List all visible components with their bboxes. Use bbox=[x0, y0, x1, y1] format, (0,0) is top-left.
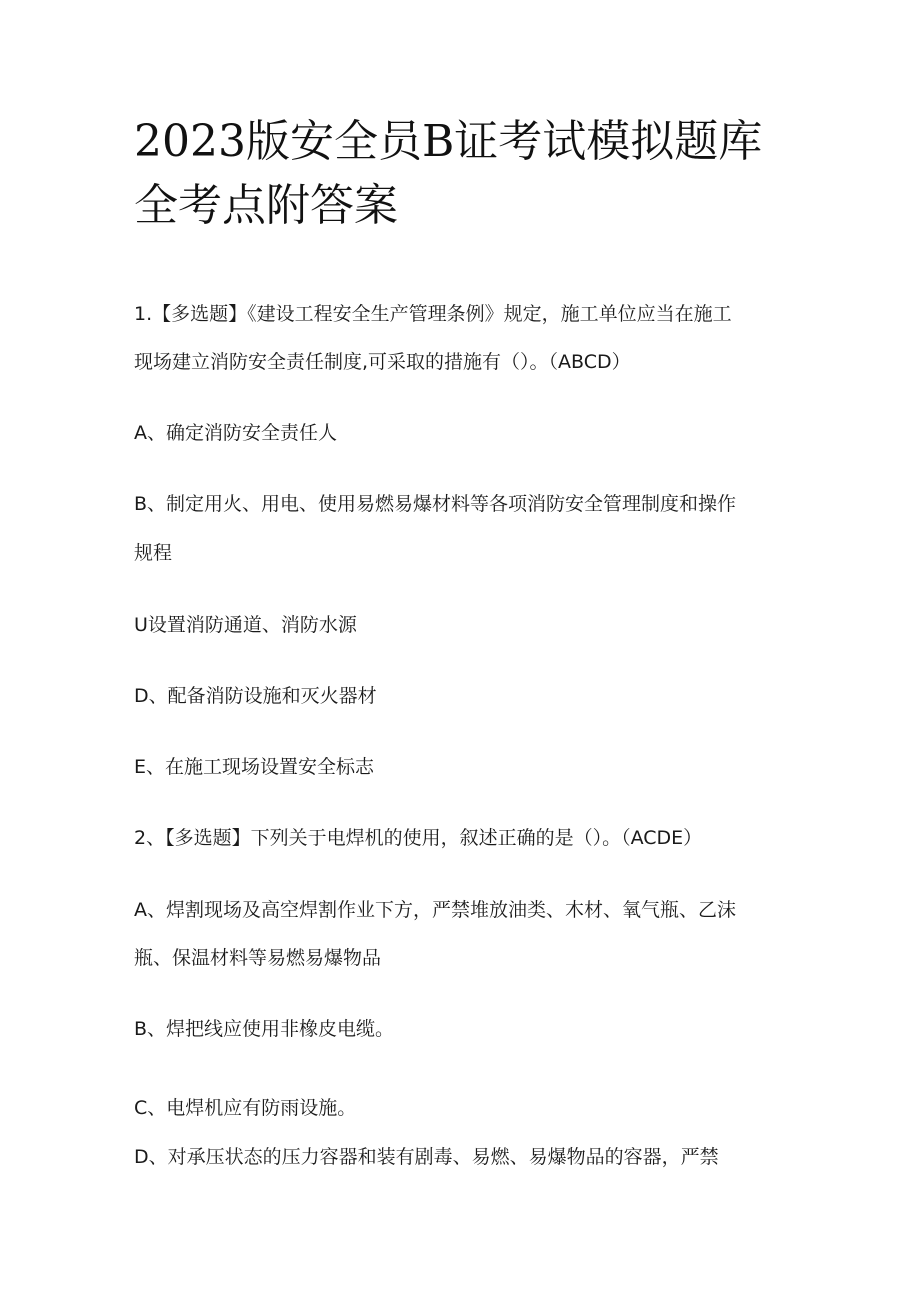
question-1-option-c: U设置消防通道、消防水源 bbox=[134, 614, 357, 636]
question-1-option-e: E、在施工现场设置安全标志 bbox=[134, 756, 375, 778]
question-2-stem: 2、【多选题】下列关于电焊机的使用，叙述正确的是（）。（ACDE） bbox=[134, 827, 703, 849]
question-2-option-b: B、焊把线应使用非橡皮电缆。 bbox=[134, 1018, 395, 1040]
question-1-stem-line-2: 现场建立消防安全责任制度,可采取的措施有（）。（ABCD） bbox=[134, 351, 631, 373]
question-2-option-a-line-1: A、焊割现场及高空焊割作业下方，严禁堆放油类、木材、氧气瓶、乙沫 bbox=[134, 899, 736, 921]
question-2-option-a-line-2: 瓶、保温材料等易燃易爆物品 bbox=[134, 947, 382, 969]
question-2-option-c: C、电焊机应有防雨设施。 bbox=[134, 1097, 357, 1119]
question-1-stem-line-1: 1.【多选题】《建设工程安全生产管理条例》规定，施工单位应当在施工 bbox=[134, 303, 732, 325]
question-1-option-b-line-1: B、制定用火、用电、使用易燃易爆材料等各项消防安全管理制度和操作 bbox=[134, 493, 737, 515]
question-1-option-a: A、确定消防安全责任人 bbox=[134, 422, 337, 444]
question-2-option-d: D、对承压状态的压力容器和装有剧毒、易燃、易爆物品的容器，严禁 bbox=[134, 1146, 719, 1168]
document-title: 2023版安全员B证考试模拟题库全考点附答案 bbox=[134, 116, 763, 231]
question-1-option-b-line-2: 规程 bbox=[134, 542, 173, 564]
question-1-option-d: D、配备消防设施和灭火器材 bbox=[134, 685, 377, 707]
